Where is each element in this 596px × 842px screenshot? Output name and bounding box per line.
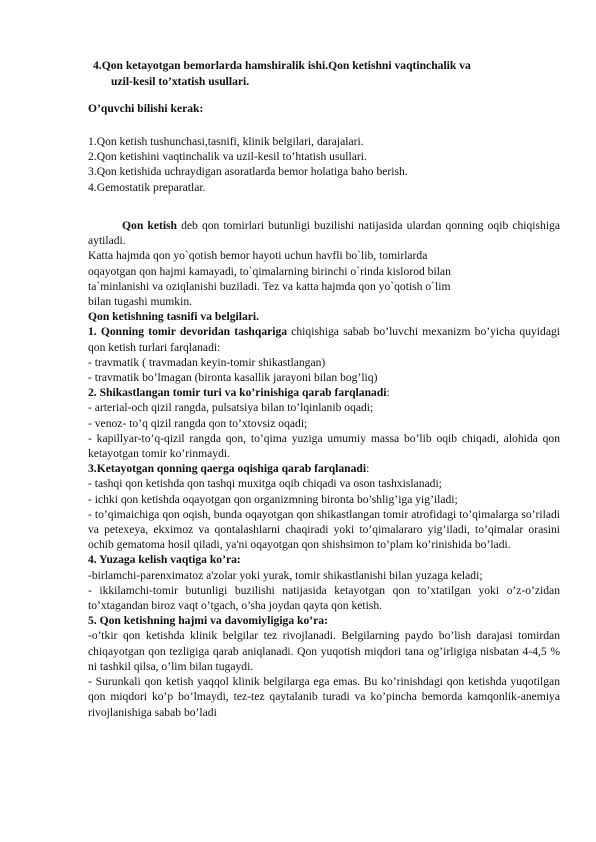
list-item: - ikkilamchi-tomir butunligi buzilishi natijasida ketayotgan qon to’xtatilgan yoki o’z-o’zidan to’xtagandan biroz vaqt o’tgach, o’sha joydan qayta qon ketish. bbox=[88, 583, 560, 613]
section-3-heading bbox=[88, 461, 560, 476]
list-item: - arterial-och qizil rangda, pulsatsiya bilan to’lqinlanib oqadi; bbox=[88, 401, 374, 415]
list-item: - travmatik bo’lmagan (bironta kasallik jarayoni bilan bog’liq) bbox=[88, 371, 378, 385]
list-item: - venoz- to’q qizil rangda qon to’xtovsiz oqadi; bbox=[88, 416, 308, 430]
title-line-1: 4.Qon ketayotgan bemorlarda hamshiralik ishi.Qon ketishni vaqtinchalik va bbox=[93, 59, 471, 72]
intro-line: oqayotgan qon hajmi kamayadi, to`qimalarning birinchi o`rinda kislorod bilan bbox=[88, 264, 451, 278]
intro-line: Katta hajmda qon yo`qotish bemor hayoti uchun havfli bo`lib, tomirlarda bbox=[88, 249, 428, 263]
title-line-2: uzil-kesil to’xtatish usullari. bbox=[111, 74, 250, 88]
section-4-heading: 4. Yuzaga kelish vaqtiga ko’ra: bbox=[88, 553, 241, 567]
section-1-title: 1. Qonning tomir devoridan tashqariga bbox=[88, 325, 288, 339]
page-title bbox=[93, 58, 563, 89]
section-2-heading bbox=[88, 385, 560, 400]
list-item: - to’qimaichiga qon oqish, bunda oqayotgan qon shikastlangan tomir atrofidagi to’qimalarga so’riladi va petexeya, ekximoz va qontalashlarni chaqiradi yoki to’qimalararo yig’iladi, to’qimalar orasini ochib gematoma hosil qiladi, ya'ni oqayotgan qon shishsimon to’plam ko’rinishida bo’ladi. bbox=[88, 507, 560, 552]
list-item: -birlamchi-parenximatoz a'zolar yoki yurak, tomir shikastlanishi bilan yuzaga keladi; bbox=[88, 568, 483, 582]
intro-term: Qon ketish bbox=[122, 219, 178, 232]
intro-line: bilan tugashi mumkin. bbox=[88, 295, 193, 309]
section-1-heading bbox=[88, 324, 560, 354]
must-know-heading: O’quvchi bilishi kerak: bbox=[88, 102, 204, 115]
classification-heading: Qon ketishning tasnifi va belgilari. bbox=[88, 310, 260, 324]
list-item: - Surunkali qon ketish yaqqol klinik belgilarga ega emas. Bu ko’rinishdagi qon ketishda yuqotilgan qon miqdori ko’p bo’lmaydi, tez-tez qaytalanib turadi va ko’pincha bemorda kamqonlik-anemiya rivojlanishiga sabab bo’ladi bbox=[88, 675, 560, 719]
section-2-title: 2. Shikastlangan tomir turi va ko’rinishiga qarab farqlanadi bbox=[88, 386, 387, 400]
section-1-text: chiqishiga sabab bo’luvchi mexanizm bo’yicha quyidagi qon ketish turlari farqlanadi: bbox=[88, 325, 560, 354]
intro-section bbox=[88, 218, 560, 720]
section-2-colon: : bbox=[386, 386, 390, 400]
list-item: - ichki qon ketishda oqayotgan qon organizmning bironta bo’shlig’iga yig’iladi; bbox=[88, 492, 458, 506]
list-item: -o’tkir qon ketishda klinik belgilar tez rivojlanadi. Belgilarning paydo bo’lish darajasi tomirdan chiqayotgan qon tezligiga qarab aniqlanadi. Qon yuqotish miqdori tana og’irligiga nisbatan 4-4,5 % ni tashkil qilsa, o’lim bilan tugaydi. bbox=[88, 629, 560, 673]
list-item: 1.Qon ketish tushunchasi,tasnifi, klinik belgilari, darajalari. bbox=[88, 135, 364, 148]
list-item: 2.Qon ketishini vaqtinchalik va uzil-kesil to’htatish usullari. bbox=[88, 150, 367, 164]
intro-paragraph bbox=[88, 218, 560, 248]
section-3-colon: : bbox=[366, 462, 370, 476]
intro-definition: deb qon tomirlari butunligi buzilishi natijasida ulardan qonning oqib chiqishiga aytiladi. bbox=[88, 219, 561, 248]
list-item: - kapillyar-to’q-qizil rangda qon, to’qima yuziga umumiy massa bo’lib oqib chiqadi, alohida qon ketayotgan tomir ko’rinmaydi. bbox=[88, 431, 560, 461]
section-5-heading: 5. Qon ketishning hajmi va davomiyligiga ko’ra: bbox=[88, 614, 328, 628]
intro-line: ta`minlanishi va oziqlanishi buziladi. Tez va katta hajmda qon yo`qotish o`lim bbox=[88, 279, 451, 293]
section-3-title: 3.Ketayotgan qonning qaerga oqishiga qarab farqlanadi bbox=[88, 462, 367, 476]
list-item: 3.Qon ketishida uchraydigan asoratlarda bemor holatiga baho berish. bbox=[88, 165, 408, 179]
must-know-list bbox=[88, 134, 560, 195]
list-item: 4.Gemostatik preparatlar. bbox=[88, 180, 206, 194]
list-item: - travmatik ( travmadan keyin-tomir shikastlangan) bbox=[88, 355, 326, 369]
list-item: - tashqi qon ketishda qon tashqi muxitga oqib chiqadi va oson tashxislanadi; bbox=[88, 477, 442, 491]
